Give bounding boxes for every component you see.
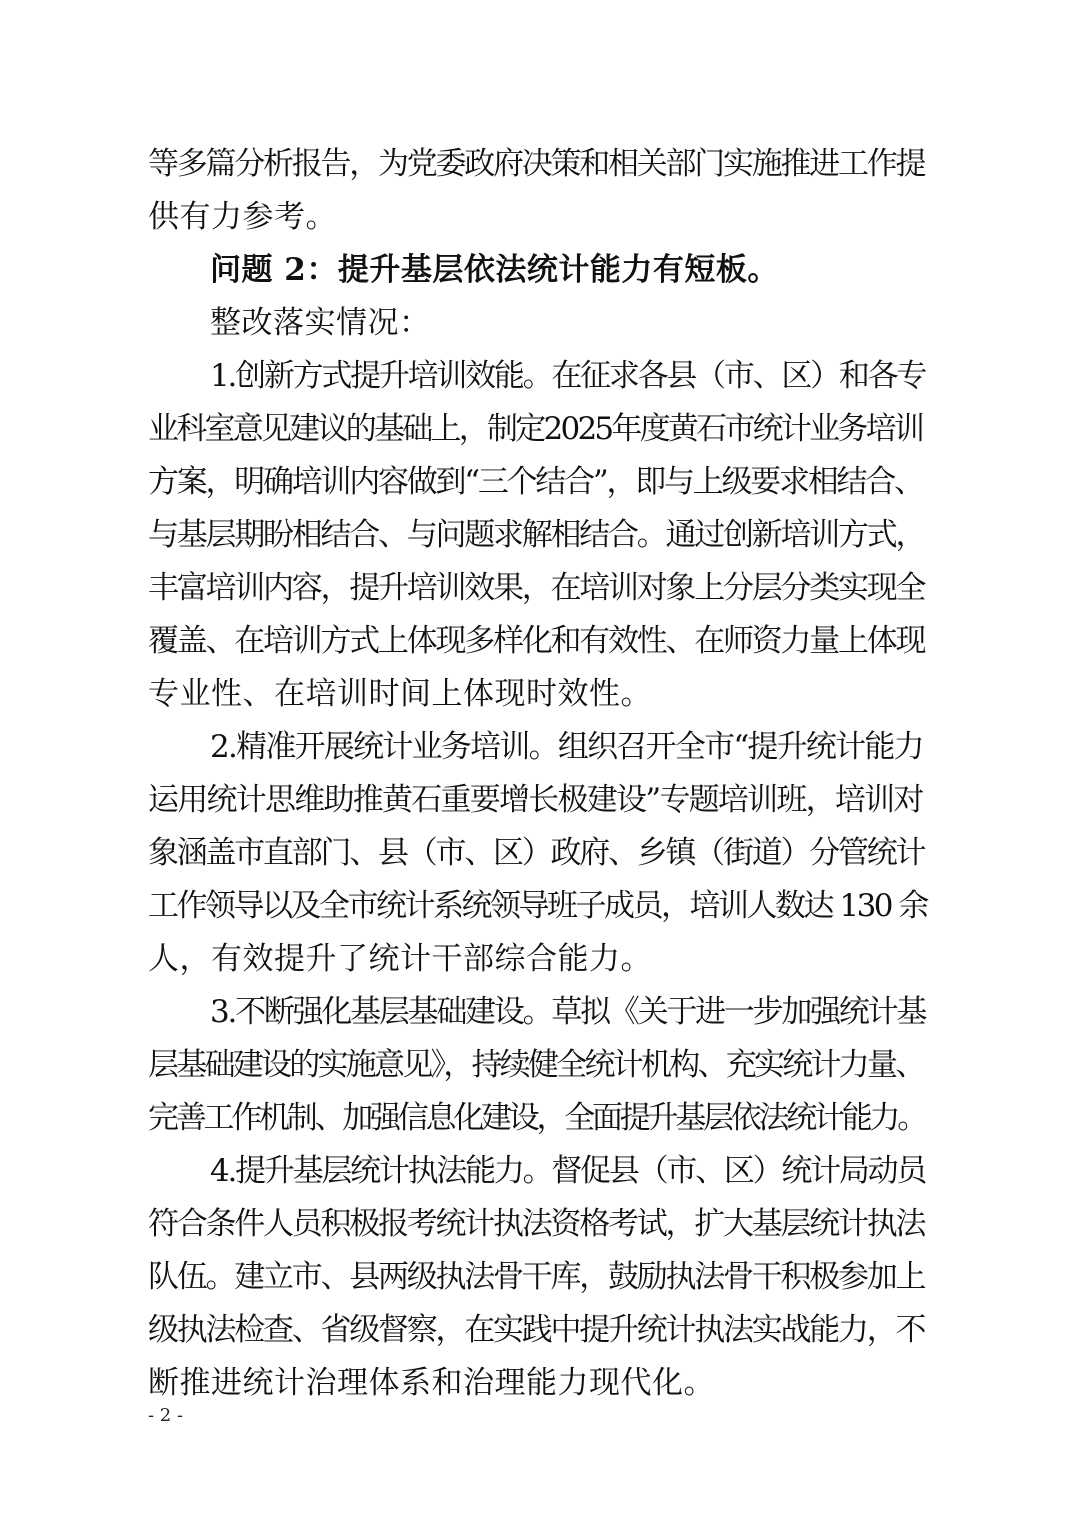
paragraph-line: 4.提升基层统计执法能力。督促县（市、区）统计局动员 (210, 1153, 926, 1189)
body-text (148, 138, 928, 1410)
paragraph-line: 断推进统计治理体系和治理能力现代化。 (148, 1365, 715, 1401)
paragraph-line: 与基层期盼相结合、与问题求解相结合。通过创新培训方式， (148, 517, 925, 553)
paragraph-line: 等多篇分析报告，为党委政府决策和相关部门实施推进工作提 (148, 146, 925, 182)
paragraph-line: 丰富培训内容，提升培训效果，在培训对象上分层分类实现全 (148, 570, 925, 606)
paragraph-line: 级执法检查、省级督察，在实践中提升统计执法实战能力，不 (148, 1312, 925, 1348)
paragraph-line: 整改落实情况： (210, 305, 431, 341)
section-heading: 问题 2：提升基层依法统计能力有短板。 (210, 252, 779, 288)
paragraph-line: 符合条件人员积极报考统计执法资格考试，扩大基层统计执法 (148, 1206, 925, 1242)
paragraph-line: 覆盖、在培训方式上体现多样化和有效性、在师资力量上体现 (148, 623, 925, 659)
paragraph-line: 3.不断强化基层基础建设。草拟《关于进一步加强统计基 (210, 994, 926, 1030)
paragraph-line: 1.创新方式提升培训效能。在征求各县（市、区）和各专 (210, 358, 926, 394)
paragraph-line: 运用统计思维助推黄石重要增长极建设”专题培训班，培训对 (148, 782, 923, 818)
paragraph-line: 层基础建设的实施意见》，持续健全统计机构、充实统计力量、 (148, 1047, 924, 1083)
paragraph-line: 象涵盖市直部门、县（市、区）政府、乡镇（街道）分管统计 (148, 835, 925, 871)
paragraph-line: 人，有效提升了统计干部综合能力。 (148, 941, 652, 977)
paragraph-line: 供有力参考。 (148, 199, 337, 235)
paragraph-line: 方案，明确培训内容做到“三个结合”，即与上级要求相结合、 (148, 464, 923, 500)
paragraph-line: 专业性、在培训时间上体现时效性。 (148, 676, 652, 712)
paragraph-line: 完善工作机制、加强信息化建设，全面提升基层依法统计能力。 (148, 1100, 925, 1136)
paragraph-line: 队伍。建立市、县两级执法骨干库，鼓励执法骨干积极参加上 (148, 1259, 925, 1295)
page-number: - 2 - (148, 1405, 184, 1426)
paragraph-line: 工作领导以及全市统计系统领导班子成员，培训人数达 130 余 (148, 888, 927, 924)
paragraph-line: 业科室意见建议的基础上，制定2025年度黄石市统计业务培训 (148, 411, 923, 447)
paragraph-line: 2.精准开展统计业务培训。组织召开全市“提升统计能力 (210, 729, 923, 765)
